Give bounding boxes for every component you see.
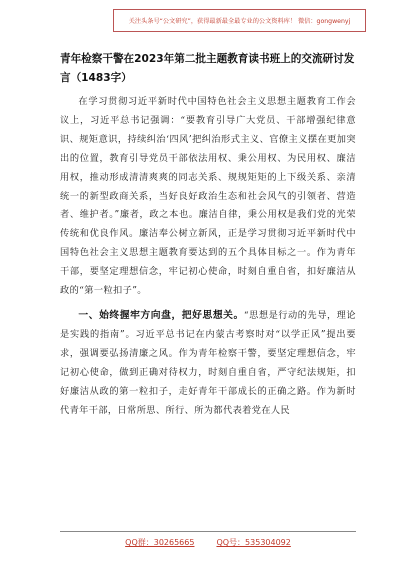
header-promo-banner bbox=[113, 9, 366, 32]
document-title: 青年检察干警在2023年第二批主题教育读书班上的交流研讨发言（1483字） bbox=[60, 53, 355, 84]
footer bbox=[60, 537, 356, 548]
qq-group-link[interactable]: QQ群：30265665 bbox=[125, 538, 195, 547]
paragraph-1: 在学习贯彻习近平新时代中国特色社会主义思想主题教育工作会议上，习近平总书记强调：“要教育引导广大党员、干部增强纪律意识、规矩意识，持续纠治‘四风’把纠治形式主义、官僚主义摆在更加突出的位置，教育引导党员干部依法用权、秉公用权、为民用权、廉洁用权，推动形成清清爽爽的同志关系、规规矩矩的上下级关系、亲清统一的新型政商关系，当好良好政治生态和社会风气的引领者、营造者、维护者。”廉者，政之本也。廉洁自律，秉公用权是我们党的光荣传统和优良作风。廉洁奉公树立新风，正是学习贯彻习近平新时代中国特色社会主义思想主题教育要达到的五个具体目标之一。作为青年干部，要坚定理想信念，牢记初心使命，时刻自重自省，扣好廉洁从政的“第一粒扣子”。 bbox=[60, 96, 356, 297]
paragraph-2-body: “思想是行动的先导，理论是实践的指南”。习近平总书记在内蒙古考察时对“以学正风”提出要求，强调要弘扬清廉之风。作为青年检察干警，要坚定理想信念，牢记初心使命，做到正确对待权力，时刻自重自省，严守纪法规矩，扣好廉洁从政的第一粒扣子，走好青年干部成长的正确之路。作为新时代青年干部，日常所思、所行、所为都代表着党在人民 bbox=[60, 309, 357, 416]
banner-text: 关注头条号“公文研究”，获得最新最全最专业的公文资料库！ 微信：gongwenyj bbox=[128, 18, 351, 25]
section-heading: 一、始终握牢方向盘，把好思想关。 bbox=[78, 309, 244, 321]
qq-link[interactable]: QQ号：535304092 bbox=[216, 538, 291, 547]
paragraph-2 bbox=[60, 307, 356, 420]
footer-divider bbox=[60, 531, 356, 532]
document-page bbox=[60, 50, 356, 420]
